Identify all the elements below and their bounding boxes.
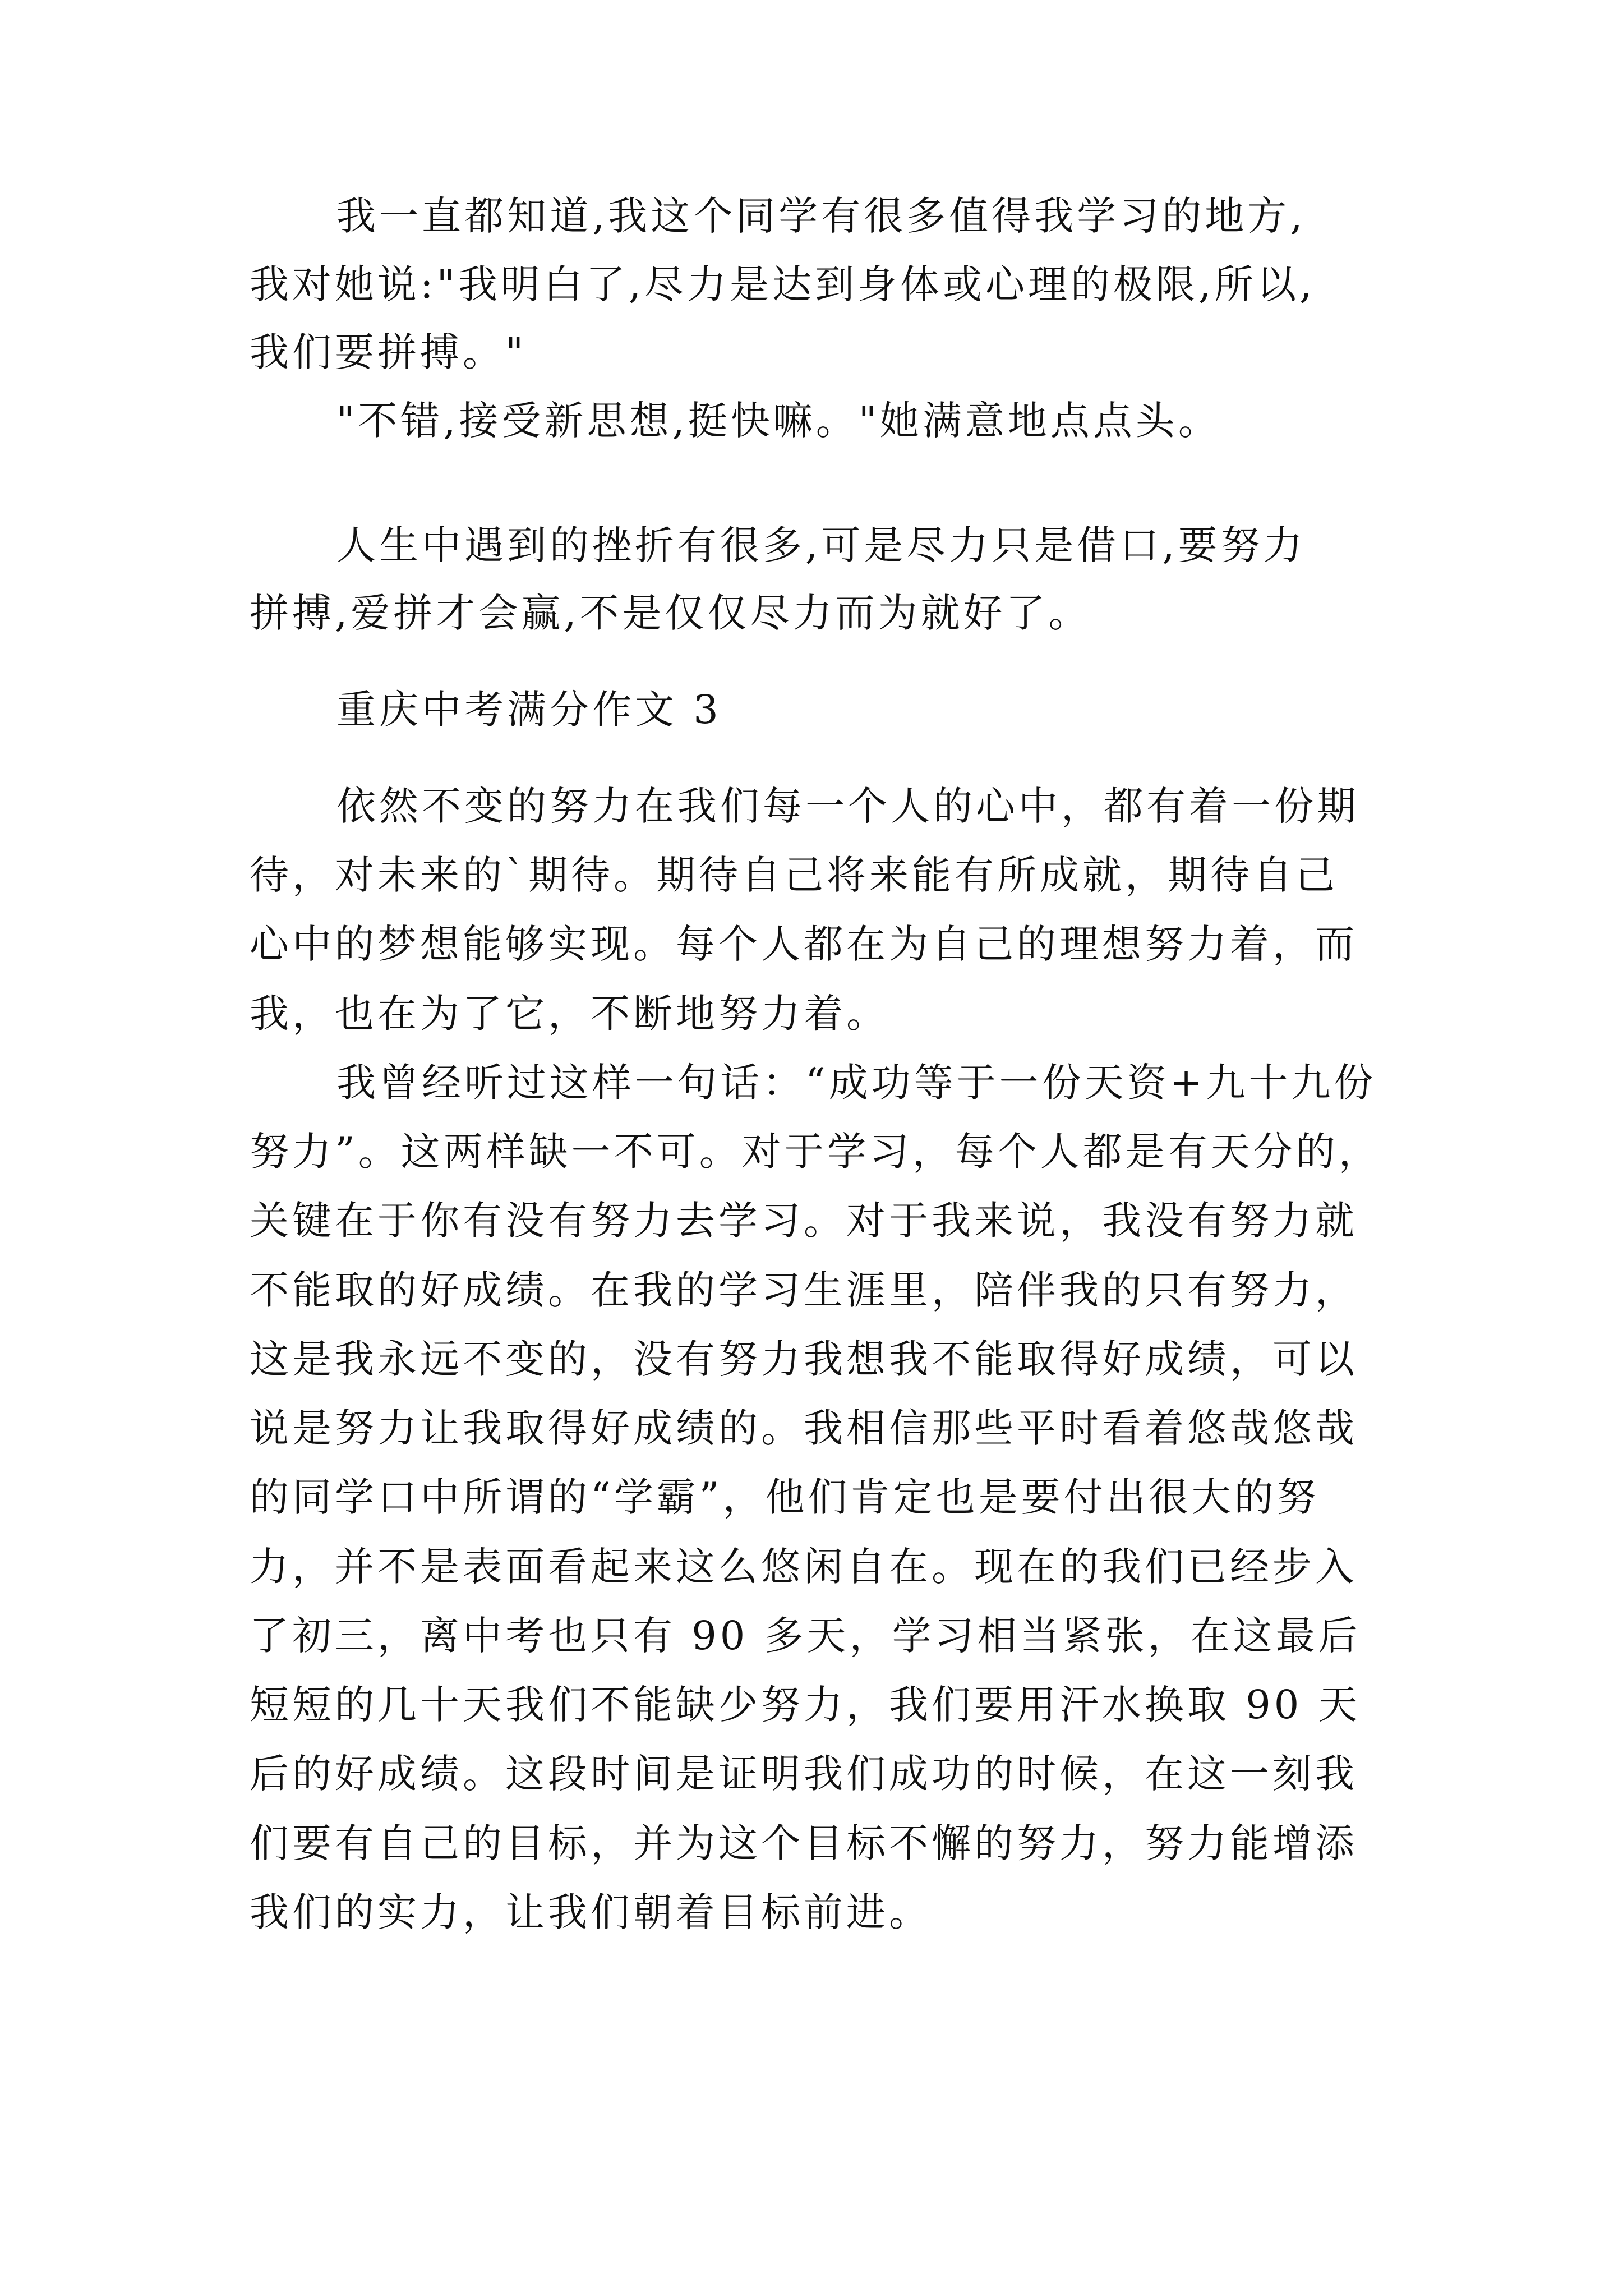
paragraph-line: 的同学口中所谓的“学霸”，他们肯定也是要付出很大的努 bbox=[250, 1474, 1320, 1520]
paragraph-line: 心中的梦想能够实现。每个人都在为自己的理想努力着，而 bbox=[250, 921, 1358, 967]
paragraph-line: 我，也在为了它，不断地努力着。 bbox=[250, 991, 889, 1037]
paragraph-line: 拼搏,爱拼才会赢,不是仅仅尽力而为就好了。 bbox=[250, 590, 1091, 636]
paragraph-line: 后的好成绩。这段时间是证明我们成功的时候，在这一刻我 bbox=[250, 1751, 1358, 1797]
paragraph-line: 我一直都知道,我这个同学有很多值得我学习的地方, bbox=[336, 193, 1306, 239]
paragraph-line: 短短的几十天我们不能缺少努力，我们要用汗水换取 90 天 bbox=[250, 1682, 1361, 1728]
paragraph-line: 力，并不是表面看起来这么悠闲自在。现在的我们已经步入 bbox=[250, 1544, 1358, 1590]
paragraph-line: 这是我永远不变的，没有努力我想我不能取得好成绩，可以 bbox=[250, 1336, 1358, 1382]
paragraph-line: 不能取的好成绩。在我的学习生涯里，陪伴我的只有努力， bbox=[250, 1267, 1358, 1313]
paragraph-line: 了初三，离中考也只有 90 多天，学习相当紧张，在这最后 bbox=[250, 1613, 1361, 1659]
paragraph-line: "不错,接受新思想,挺快嘛。"她满意地点点头。 bbox=[336, 398, 1221, 444]
paragraph-line: 们要有自己的目标，并为这个目标不懈的努力，努力能增添 bbox=[250, 1820, 1358, 1866]
paragraph-line: 我们要拼搏。" bbox=[250, 329, 527, 375]
paragraph-line: 依然不变的努力在我们每一个人的心中，都有着一份期 bbox=[336, 783, 1359, 829]
paragraph-line: 说是努力让我取得好成绩的。我相信那些平时看着悠哉悠哉 bbox=[250, 1405, 1358, 1451]
paragraph-line: 努力”。这两样缺一不可。对于学习，每个人都是有天分的， bbox=[250, 1129, 1381, 1175]
paragraph-line: 我们的实力，让我们朝着目标前进。 bbox=[250, 1889, 932, 1935]
section-heading: 重庆中考满分作文 3 bbox=[336, 687, 722, 733]
paragraph-line: 我曾经听过这样一句话：“成功等于一份天资+九十九份 bbox=[336, 1060, 1377, 1106]
paragraph-line: 我对她说:"我明白了,尽力是达到身体或心理的极限,所以, bbox=[250, 261, 1316, 307]
paragraph-line: 人生中遇到的挫折有很多,可是尽力只是借口,要努力 bbox=[336, 522, 1306, 568]
paragraph-line: 关键在于你有没有努力去学习。对于我来说，我没有努力就 bbox=[250, 1198, 1358, 1244]
paragraph-line: 待，对未来的`期待。期待自己将来能有所成就，期待自己 bbox=[250, 852, 1338, 898]
